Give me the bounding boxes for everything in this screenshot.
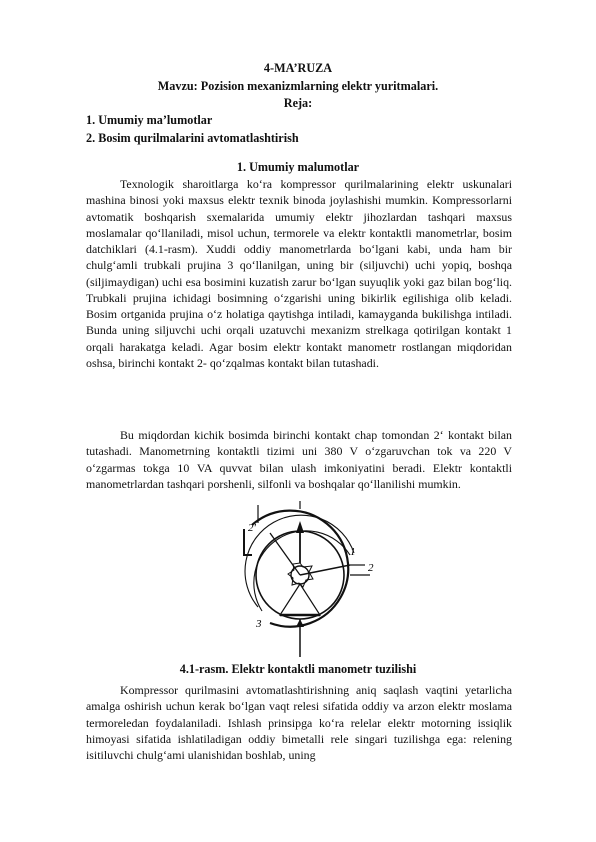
label-3: 3: [256, 618, 262, 630]
contact-arm-left: [270, 533, 300, 575]
label-2: 2: [368, 562, 374, 574]
label-2prime: 2': [248, 522, 256, 534]
plan-item-2: 2. Bosim qurilmalarini avtomatlashtirish: [86, 131, 299, 145]
pointer-head: [296, 521, 304, 533]
label-1: 1: [350, 546, 356, 558]
sector: [280, 584, 320, 615]
lecture-number: 4-MA’RUZA: [263, 61, 333, 75]
lecture-topic: Mavzu: Pozision mexanizmlarning elektr yuritmalari.: [157, 79, 439, 93]
section-heading: 1. Umumiy malumotlar: [236, 160, 360, 174]
plan-item-1: 1. Umumiy ma’lumotlar: [86, 113, 213, 127]
manometer-drawing: [200, 495, 400, 660]
inlet-arrow: [296, 619, 304, 627]
paragraph-3: Kompressor qurilmasini avtomatlashtirishning aniq saqlash vaqtini yetarlicha amalga oshirish uchun kerak bo‘lgan vaqt relesi sifatida oddiy va arzon elektr moslama termoreledan foydalaniladi. Ishlash prinsipga ko‘ra relelar elektr motorning issiqlik himoyasi sifatida ishlatiladigan oddiy bimetalli rele singari tuzilishga ega: relening isitiluvchi chulg‘ami ulanishidan boshlab, uning: [86, 683, 512, 762]
plan-heading: Reja:: [283, 96, 313, 110]
manometer-diagram: [200, 495, 400, 660]
paragraph-2: Bu miqdordan kichik bosimda birinchi kontakt chap tomondan 2‘ kontakt bilan tutashadi. Manometrning kontaktli tizimi uni 380 V o‘zgaruvchan tok va 220 V o‘zgarmas tokga 10 VA quvvat bilan ulash imkoniyatini beradi. Elektr kontaktli manometrlardan tashqari porshenli, silfonli va boshqalar qo‘llanilishi mumkin.: [86, 428, 512, 491]
paragraph-1: Texnologik sharoitlarga ko‘ra kompressor qurilmalarining elektr uskunalari mashina binosi yoki maxsus elektr texnik binoda joylashishi mumkin. Kompressorlarni avtomatik boshqarish sxemalarida umumiy elektr jihozlardan tashqari maxsus moslamalar qo‘llaniladi, misol uchun, termorele va elektr kontaktli manometrlar, bosim datchiklari (4.1-rasm). Xuddi oddiy manometrlarda bo‘lgani kabi, unda ham bir chulg‘amli trubkali prujina 3 qo‘llanilgan, uning bir (siljuvchi) uchi yopiq, boshqa (siljimaydigan) uchi esa bosimini kuzatish zarur bo‘lgan suyuqlik yoki gaz bilan bog‘liq. Trubkali prujina ichidagi bosimning o‘zgarishi uning bikirlik egilishiga olib keladi. Bosim ortganida prujina o‘z holatiga qaytishga intiladi, kamayganda bukilishga intiladi. Bunda uning siljuvchi uchi orqali uzatuvchi mexanizm strelkaga qotirilgan kontakt 1 orqali harakatga keladi. Agar bosim elektr kontakt manometr rostlangan miqdoridan oshsa, birinchi kontakt 2- qo‘zqalmas kontakt bilan tutashadi.: [86, 177, 512, 370]
figure-caption: 4.1-rasm. Elektr kontaktli manometr tuzilishi: [179, 662, 417, 676]
